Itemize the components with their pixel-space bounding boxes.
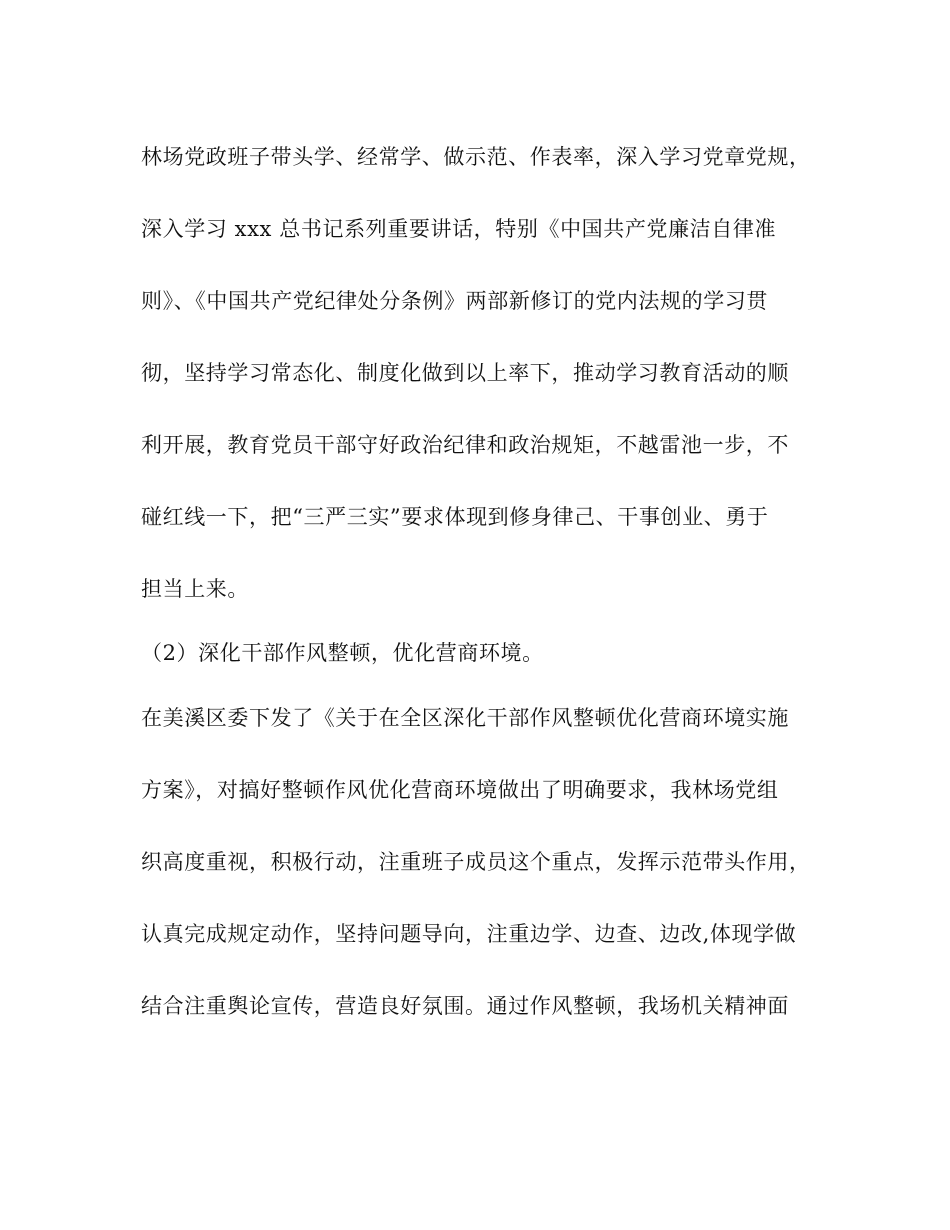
body-text-line: 深入学习 xxx 总书记系列重要讲话，特别《中国共产党廉洁自律准	[141, 217, 777, 241]
body-text-line: 碰红线一下，把“三严三实”要求体现到修身律己、干事创业、勇于	[141, 505, 769, 529]
body-text-line: 在美溪区委下发了《关于在全区深化干部作风整顿优化营商环境实施	[141, 706, 789, 730]
section-heading: （2）深化干部作风整顿，优化营商环境。	[141, 641, 544, 665]
body-text-line: 担当上来。	[141, 577, 249, 601]
body-text-line: 结合注重舆论宣传，营造良好氛围。通过作风整顿，我场机关精神面	[141, 994, 789, 1018]
body-text-line: 彻，坚持学习常态化、制度化做到以上率下，推动学习教育活动的顺	[141, 361, 789, 385]
body-text-line: 方案》，对搞好整顿作风优化营商环境做出了明确要求，我林场党组	[141, 778, 779, 802]
body-text-line: 织高度重视，积极行动，注重班子成员这个重点，发挥示范带头作用，	[141, 850, 811, 874]
body-text-line: 认真完成规定动作，坚持问题导向，注重边学、边查、边改,体现学做	[141, 922, 797, 946]
body-text-line: 利开展，教育党员干部守好政治纪律和政治规矩，不越雷池一步，不	[141, 433, 789, 457]
body-text-line: 则》、《中国共产党纪律处分条例》两部新修订的党内法规的学习贯	[141, 289, 768, 313]
body-text-line: 林场党政班子带头学、经常学、做示范、作表率，深入学习党章党规，	[141, 145, 811, 169]
